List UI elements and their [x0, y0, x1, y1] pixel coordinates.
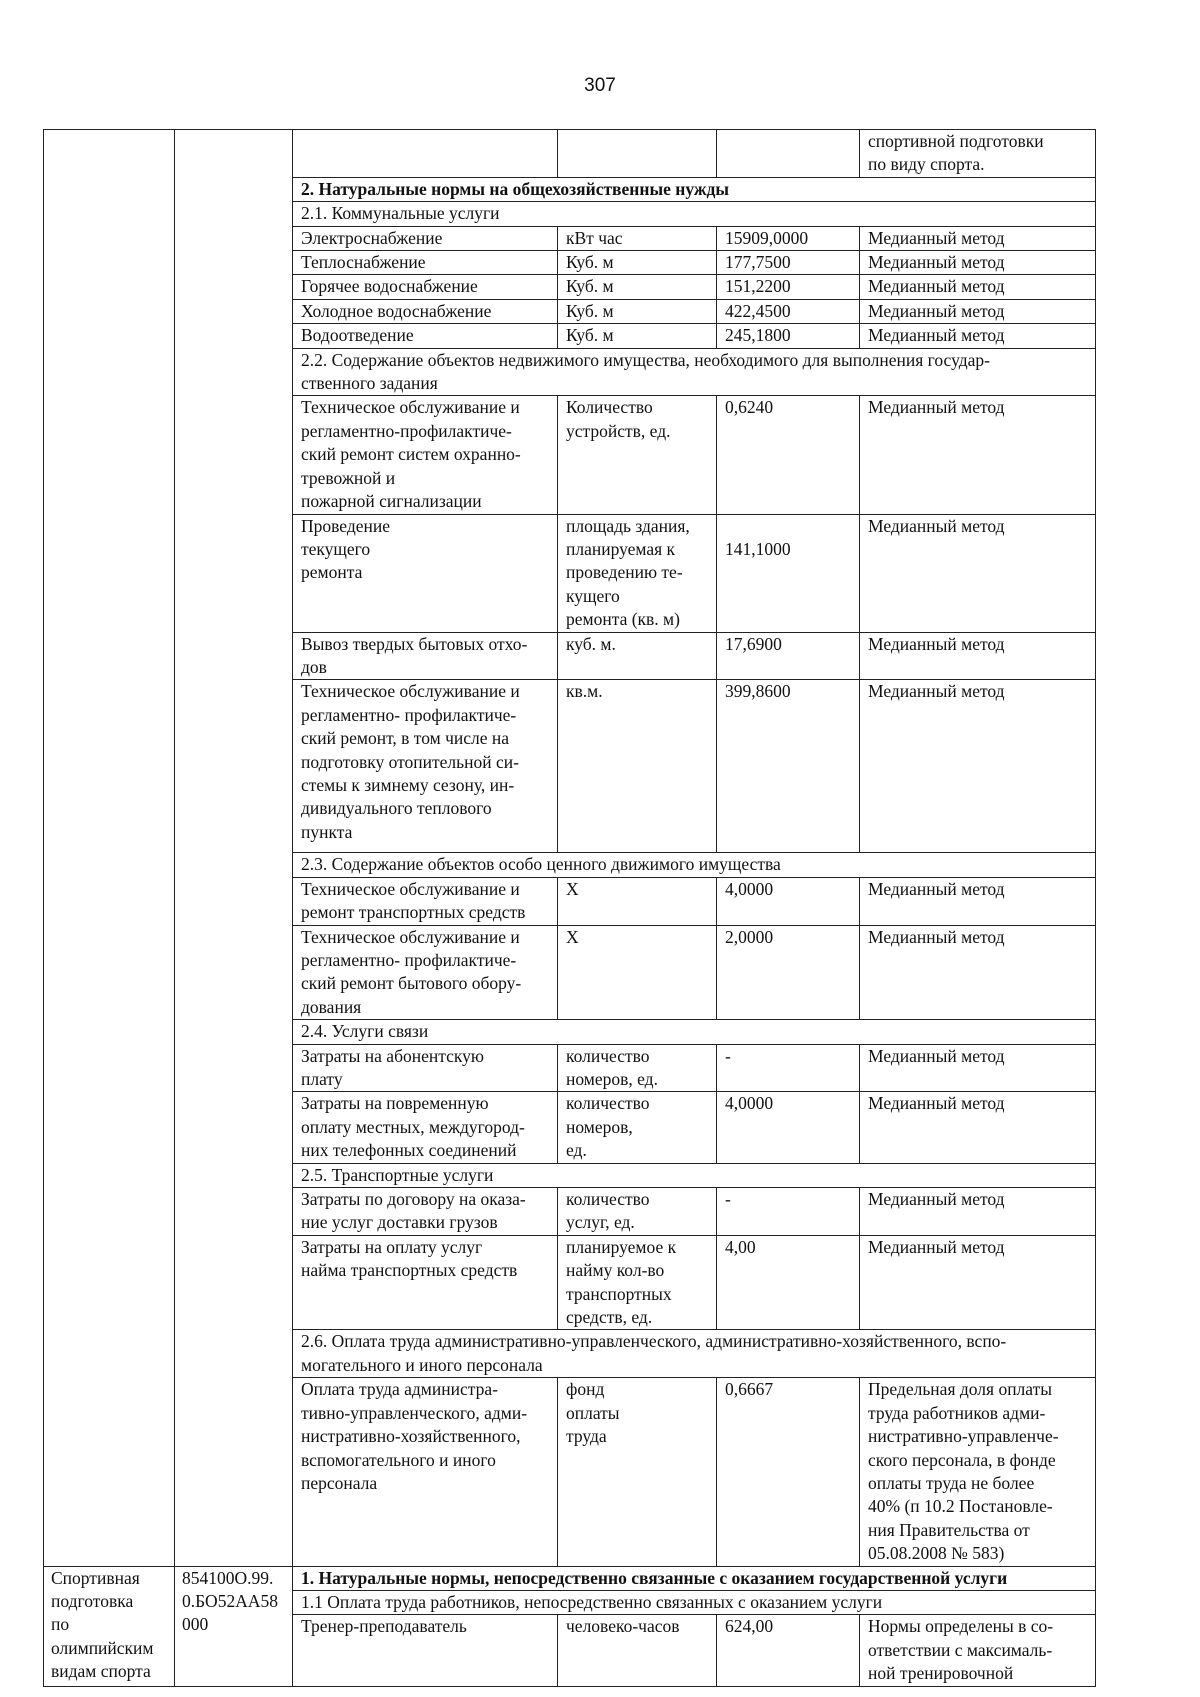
expense-name-cell: Тренер-преподаватель [293, 1615, 558, 1686]
method-cell: спортивной подготовки по виду спорта. [860, 130, 1096, 178]
unit-cell: Куб. м [558, 275, 717, 299]
method-cell: Медианный метод [860, 226, 1096, 250]
method-cell: Предельная доля оплаты труда работников адми- нистративно-управленче- ского персонала, в фонде оплаты труда не более 40% (п 10.2 Постановле- ния Правительства от 05.08.2008 № 583) [860, 1378, 1096, 1566]
section-heading: 2.2. Содержание объектов недвижимого имущества, необходимого для выполнения государ- ственного задания [293, 348, 1096, 396]
activity-name-cell: Спортивная подготовка по олимпийским видам спорта [44, 1566, 175, 1686]
norm-value-cell: 624,00 [717, 1615, 860, 1686]
unit-cell: площадь здания, планируемая к проведению те- кущего ремонта (кв. м) [558, 514, 717, 632]
unit-cell: человеко-часов [558, 1615, 717, 1686]
method-cell: Медианный метод [860, 396, 1096, 514]
expense-name-cell: Затраты на абонентскую плату [293, 1044, 558, 1092]
activity-name-cell [44, 130, 175, 1567]
unit-cell: Х [558, 925, 717, 1020]
method-cell: Медианный метод [860, 632, 1096, 680]
section-heading: 2.5. Транспортные услуги [293, 1163, 1096, 1187]
method-cell: Медианный метод [860, 1188, 1096, 1236]
norm-value-cell: 17,6900 [717, 632, 860, 680]
section-heading: 1.1 Оплата труда работников, непосредственно связанных с оказанием услуги [293, 1590, 1096, 1614]
method-cell: Медианный метод [860, 299, 1096, 323]
registry-code-cell: 854100О.99. 0.БО52АА58 000 [175, 1566, 293, 1686]
norm-value-cell: 141,1000 [717, 514, 860, 632]
method-cell: Нормы определены в со- ответствии с максималь- ной тренировочной [860, 1615, 1096, 1686]
section-heading: 2.6. Оплата труда административно-управленческого, административно-хозяйственного, вспо- могательного и иного персонала [293, 1330, 1096, 1378]
expense-name-cell: Оплата труда администра- тивно-управленческого, адми- нистративно-хозяйственного, вспомогательного и иного персонала [293, 1378, 558, 1566]
unit-cell: куб. м. [558, 632, 717, 680]
method-cell: Медианный метод [860, 1044, 1096, 1092]
registry-code-cell [175, 130, 293, 1567]
unit-cell: планируемое к найму кол-во транспортных средств, ед. [558, 1235, 717, 1330]
expense-name-cell [293, 130, 558, 178]
norm-value-cell: 399,8600 [717, 680, 860, 853]
method-cell: Медианный метод [860, 324, 1096, 348]
method-cell: Медианный метод [860, 925, 1096, 1020]
method-cell: Медианный метод [860, 514, 1096, 632]
unit-cell: Куб. м [558, 299, 717, 323]
expense-name-cell: Электроснабжение [293, 226, 558, 250]
section-heading: 1. Натуральные нормы, непосредственно связанные с оказанием государственной услуги [293, 1566, 1096, 1590]
unit-cell: количество номеров, ед. [558, 1044, 717, 1092]
section-heading: 2. Натуральные нормы на общехозяйственные нужды [293, 177, 1096, 201]
section-heading: 2.1. Коммунальные услуги [293, 202, 1096, 226]
norm-value-cell: 0,6240 [717, 396, 860, 514]
norm-value-cell [717, 130, 860, 178]
norm-value-cell: - [717, 1188, 860, 1236]
norms-table [43, 129, 1096, 1687]
norm-value-cell: 4,0000 [717, 877, 860, 925]
section-heading: 2.3. Содержание объектов особо ценного движимого имущества [293, 853, 1096, 877]
method-cell: Медианный метод [860, 680, 1096, 853]
method-cell: Медианный метод [860, 251, 1096, 275]
expense-name-cell: Техническое обслуживание и регламентно-профилактиче- ский ремонт систем охранно- тревожной и пожарной сигнализации [293, 396, 558, 514]
norm-value-cell: 151,2200 [717, 275, 860, 299]
norm-value-cell: 177,7500 [717, 251, 860, 275]
unit-cell: Количество устройств, ед. [558, 396, 717, 514]
expense-name-cell: Техническое обслуживание и регламентно- профилактиче- ский ремонт, в том числе на подготовку отопительной си- стемы к зимнему сезону, ин- дивидуального теплового пункта [293, 680, 558, 853]
expense-name-cell: Техническое обслуживание и регламентно- профилактиче- ский ремонт бытового обору- дования [293, 925, 558, 1020]
norm-value-cell: 422,4500 [717, 299, 860, 323]
method-cell: Медианный метод [860, 1235, 1096, 1330]
expense-name-cell: Водоотведение [293, 324, 558, 348]
method-cell: Медианный метод [860, 1092, 1096, 1163]
expense-name-cell: Затраты на оплату услуг найма транспортных средств [293, 1235, 558, 1330]
section-heading-row [44, 1566, 1096, 1590]
norm-value-cell: 15909,0000 [717, 226, 860, 250]
norm-value-cell: 0,6667 [717, 1378, 860, 1566]
norm-value-cell: 245,1800 [717, 324, 860, 348]
norm-value-cell: 4,00 [717, 1235, 860, 1330]
page-number: 307 [584, 75, 616, 96]
section-heading: 2.4. Услуги связи [293, 1020, 1096, 1044]
unit-cell: Х [558, 877, 717, 925]
expense-name-cell: Холодное водоснабжение [293, 299, 558, 323]
unit-cell [558, 130, 717, 178]
unit-cell: фонд оплаты труда [558, 1378, 717, 1566]
expense-name-cell: Затраты на повременную оплату местных, междугород- них телефонных соединений [293, 1092, 558, 1163]
expense-name-cell: Вывоз твердых бытовых отхо- дов [293, 632, 558, 680]
expense-name-cell: Проведение текущего ремонта [293, 514, 558, 632]
unit-cell: количество услуг, ед. [558, 1188, 717, 1236]
unit-cell: количество номеров, ед. [558, 1092, 717, 1163]
expense-name-cell: Теплоснабжение [293, 251, 558, 275]
unit-cell: кв.м. [558, 680, 717, 853]
method-cell: Медианный метод [860, 877, 1096, 925]
expense-name-cell: Затраты по договору на оказа- ние услуг доставки грузов [293, 1188, 558, 1236]
table-row [44, 130, 1096, 178]
method-cell: Медианный метод [860, 275, 1096, 299]
norm-value-cell: 4,0000 [717, 1092, 860, 1163]
unit-cell: Куб. м [558, 324, 717, 348]
unit-cell: Куб. м [558, 251, 717, 275]
norm-value-cell: 2,0000 [717, 925, 860, 1020]
norm-value-cell: - [717, 1044, 860, 1092]
unit-cell: кВт час [558, 226, 717, 250]
expense-name-cell: Горячее водоснабжение [293, 275, 558, 299]
expense-name-cell: Техническое обслуживание и ремонт транспортных средств [293, 877, 558, 925]
